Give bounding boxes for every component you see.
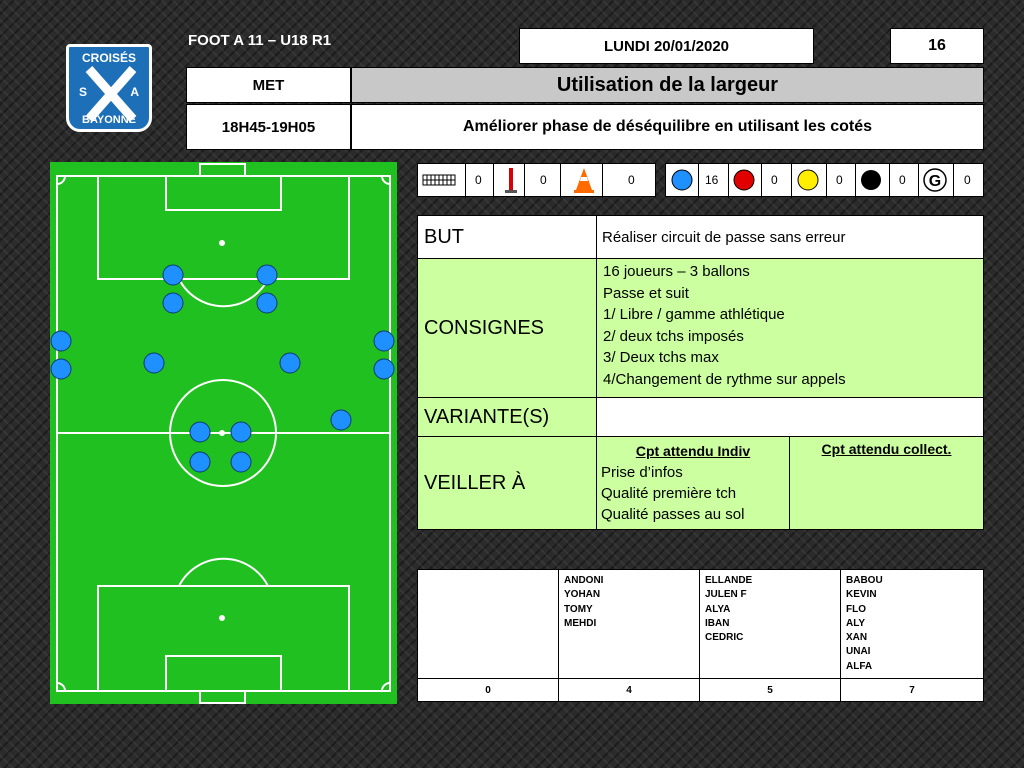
cpt-indiv-item: Prise d’infos <box>601 464 683 481</box>
equipment-bar <box>417 163 656 197</box>
logo-top-text: CROISÉS <box>81 51 136 65</box>
player-name: JULEN F <box>705 589 747 601</box>
club-logo <box>66 44 152 132</box>
blue-bib-count: 16 <box>705 173 719 187</box>
consignes-list <box>596 258 984 398</box>
cpt-collect-title: Cpt attendu collect. <box>821 441 952 457</box>
bibs-bar <box>665 163 984 197</box>
svg-text:G: G <box>928 173 942 190</box>
player-marker <box>144 353 164 373</box>
cpt-collect-cell <box>789 436 984 530</box>
player-name: IBAN <box>705 617 730 629</box>
player-name: ANDONI <box>564 575 604 586</box>
cpt-indiv-item: Qualité passes au sol <box>601 506 745 523</box>
player-marker <box>163 293 183 313</box>
session-number: 16 <box>890 28 984 64</box>
player-name: KEVIN <box>846 589 877 601</box>
player-name: ALYA <box>705 603 731 615</box>
consigne-item: Passe et suit <box>603 284 689 302</box>
cone-icon <box>572 164 596 196</box>
yellow-bib-icon <box>796 164 820 196</box>
phase-label: MET <box>186 67 351 103</box>
player-name: CEDRIC <box>705 632 744 644</box>
objective-text: Améliorer phase de déséquilibre en utilisant les cotés <box>351 104 984 150</box>
player-marker <box>374 331 394 351</box>
consigne-item: 4/Changement de rythme sur appels <box>603 370 846 388</box>
pole-count: 0 <box>540 173 547 187</box>
goal-net-count: 0 <box>475 173 482 187</box>
variantes-content <box>596 397 984 437</box>
pole-icon <box>504 164 518 196</box>
goalkeeper-icon <box>922 164 948 196</box>
group-names <box>840 569 984 679</box>
consigne-item: 16 joueurs – 3 ballons <box>603 263 750 280</box>
consigne-item: 2/ deux tchs imposés <box>603 327 744 345</box>
group-names <box>699 569 841 679</box>
pitch-markings <box>50 162 397 704</box>
player-name: UNAI <box>846 646 871 658</box>
player-marker <box>190 452 210 472</box>
but-label: BUT <box>417 215 597 259</box>
theme-title: Utilisation de la largeur <box>351 67 984 103</box>
player-marker <box>231 422 251 442</box>
but-text: Réaliser circuit de passe sans erreur <box>596 215 984 259</box>
player-name: YOHAN <box>564 589 601 601</box>
group-names <box>558 569 700 679</box>
player-name: XAN <box>846 632 868 644</box>
consigne-item: 1/ Libre / gamme athlétique <box>603 306 785 323</box>
player-marker <box>190 422 210 442</box>
category-label: FOOT A 11 – U18 R1 <box>188 32 332 49</box>
cpt-indiv-cell <box>596 436 790 530</box>
group-names <box>417 569 559 679</box>
player-marker <box>280 353 300 373</box>
player-name: BABOU <box>846 575 883 586</box>
logo-right-letter: A <box>130 85 139 99</box>
blue-bib-icon <box>670 164 694 196</box>
player-marker <box>331 410 351 430</box>
black-bib-icon <box>859 164 883 196</box>
player-name: ELLANDE <box>705 575 753 586</box>
football-pitch <box>50 162 397 704</box>
player-marker <box>51 331 71 351</box>
time-slot: 18H45-19H05 <box>186 104 351 150</box>
goal-net-icon <box>422 164 456 196</box>
player-name: FLO <box>846 603 866 615</box>
logo-left-letter: S <box>79 85 88 99</box>
player-marker <box>51 359 71 379</box>
player-name: MEHDI <box>564 617 597 629</box>
goalkeeper-count: 0 <box>964 173 971 187</box>
veiller-label: VEILLER À <box>417 436 597 530</box>
cpt-indiv-title: Cpt attendu Indiv <box>635 443 751 459</box>
group-count: 5 <box>699 678 841 702</box>
black-bib-count: 0 <box>899 173 906 187</box>
player-name: ALY <box>846 617 866 629</box>
variantes-label: VARIANTE(S) <box>417 397 597 437</box>
logo-bottom-text: BAYONNE <box>82 114 136 126</box>
group-count: 4 <box>558 678 700 702</box>
player-marker <box>231 452 251 472</box>
yellow-bib-count: 0 <box>836 173 843 187</box>
player-name: ALFA <box>846 660 873 672</box>
player-name: TOMY <box>564 603 593 615</box>
player-marker <box>163 265 183 285</box>
player-marker <box>257 265 277 285</box>
red-bib-count: 0 <box>771 173 778 187</box>
player-marker <box>257 293 277 313</box>
cpt-indiv-item: Qualité première tch <box>601 485 737 502</box>
player-marker <box>374 359 394 379</box>
cone-count: 0 <box>628 173 635 187</box>
consigne-item: 3/ Deux tchs max <box>603 349 719 366</box>
group-count: 0 <box>417 678 559 702</box>
red-bib-icon <box>732 164 756 196</box>
consignes-label: CONSIGNES <box>417 258 597 398</box>
group-count: 7 <box>840 678 984 702</box>
session-date: LUNDI 20/01/2020 <box>519 28 814 64</box>
